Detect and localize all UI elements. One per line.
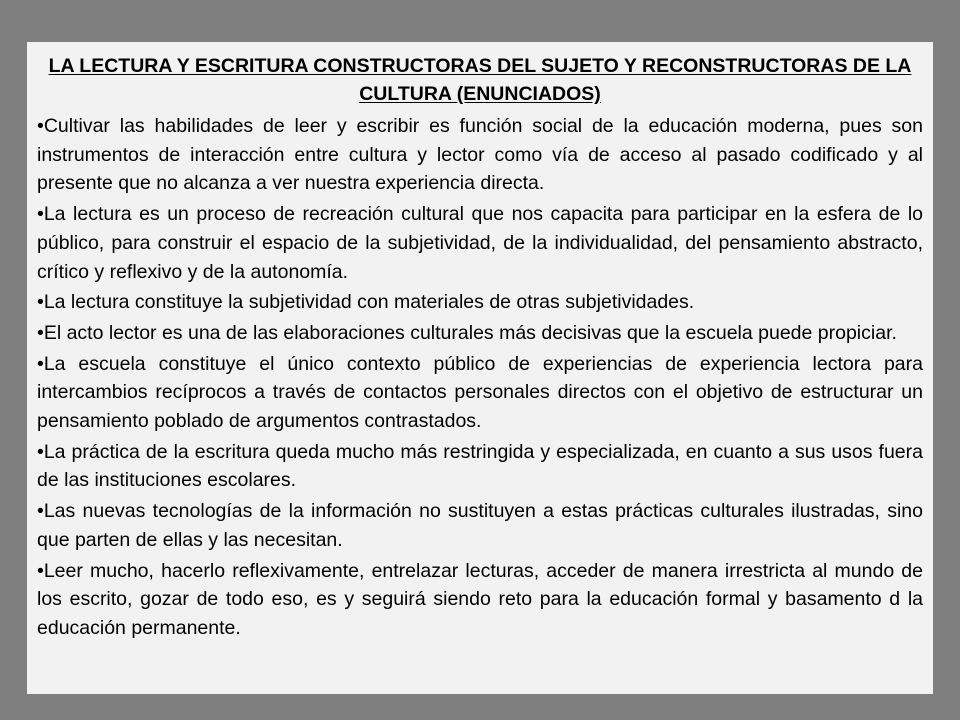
bullet-text: Leer mucho, hacerlo reflexivamente, entrelazar lecturas, acceder de manera irrestricta al mundo de los escrito, gozar de todo eso, es y seguirá siendo reto para la educación formal y basamento d la educación permanente. bbox=[37, 559, 923, 639]
bullet-mark: • bbox=[37, 352, 44, 375]
bullet-text: Cultivar las habilidades de leer y escribir es función social de la educación moderna, pues son instrumentos de interacción entre cultura y lector como vía de acceso al pasado codificado y al presente que no alcanza a ver nuestra experiencia directa. bbox=[37, 115, 923, 195]
bullet-mark: • bbox=[37, 321, 44, 344]
bullet-item bbox=[37, 200, 923, 286]
bullet-text: Las nuevas tecnologías de la información no sustituyen a estas prácticas culturales ilustradas, sino que parten de ellas y las necesitan. bbox=[37, 500, 923, 551]
slide-title: LA LECTURA Y ESCRITURA CONSTRUCTORAS DEL SUJETO Y RECONSTRUCTORAS DE LA CULTURA (ENUNCIADOS) bbox=[48, 55, 912, 105]
bullet-mark: • bbox=[37, 203, 44, 226]
bullet-item bbox=[37, 319, 923, 348]
bullet-item bbox=[37, 288, 923, 317]
bullet-list bbox=[37, 112, 923, 643]
slide-panel bbox=[27, 42, 933, 694]
bullet-item bbox=[37, 438, 923, 495]
bullet-mark: • bbox=[37, 291, 44, 314]
bullet-text: El acto lector es una de las elaboraciones culturales más decisivas que la escuela puede propiciar. bbox=[43, 321, 897, 344]
bullet-mark: • bbox=[37, 115, 44, 137]
bullet-text: La escuela constituye el único contexto público de experiencias de experiencia lectora para intercambios recíprocos a través de contactos personales directos con el objetivo de estructurar un pensamiento poblado de argumentos contrastados. bbox=[37, 352, 923, 433]
bullet-item bbox=[37, 112, 923, 198]
bullet-text: La lectura es un proceso de recreación cultural que nos capacita para participar en la esfera de lo público, para construir el espacio de la subjetividad, de la individualidad, del pensamiento abstracto, crítico y reflexivo y de la autonomía. bbox=[37, 203, 923, 283]
bullet-mark: • bbox=[37, 440, 44, 463]
bullet-item bbox=[37, 350, 923, 436]
bullet-mark: • bbox=[37, 559, 44, 582]
bullet-item bbox=[37, 497, 923, 554]
bullet-item bbox=[37, 557, 923, 643]
bullet-text: La práctica de la escritura queda mucho más restringida y especializada, en cuanto a sus usos fuera de las instituciones escolares. bbox=[37, 440, 923, 492]
bullet-mark: • bbox=[37, 500, 44, 523]
bullet-text: La lectura constituye la subjetividad con materiales de otras subjetividades. bbox=[43, 291, 695, 314]
